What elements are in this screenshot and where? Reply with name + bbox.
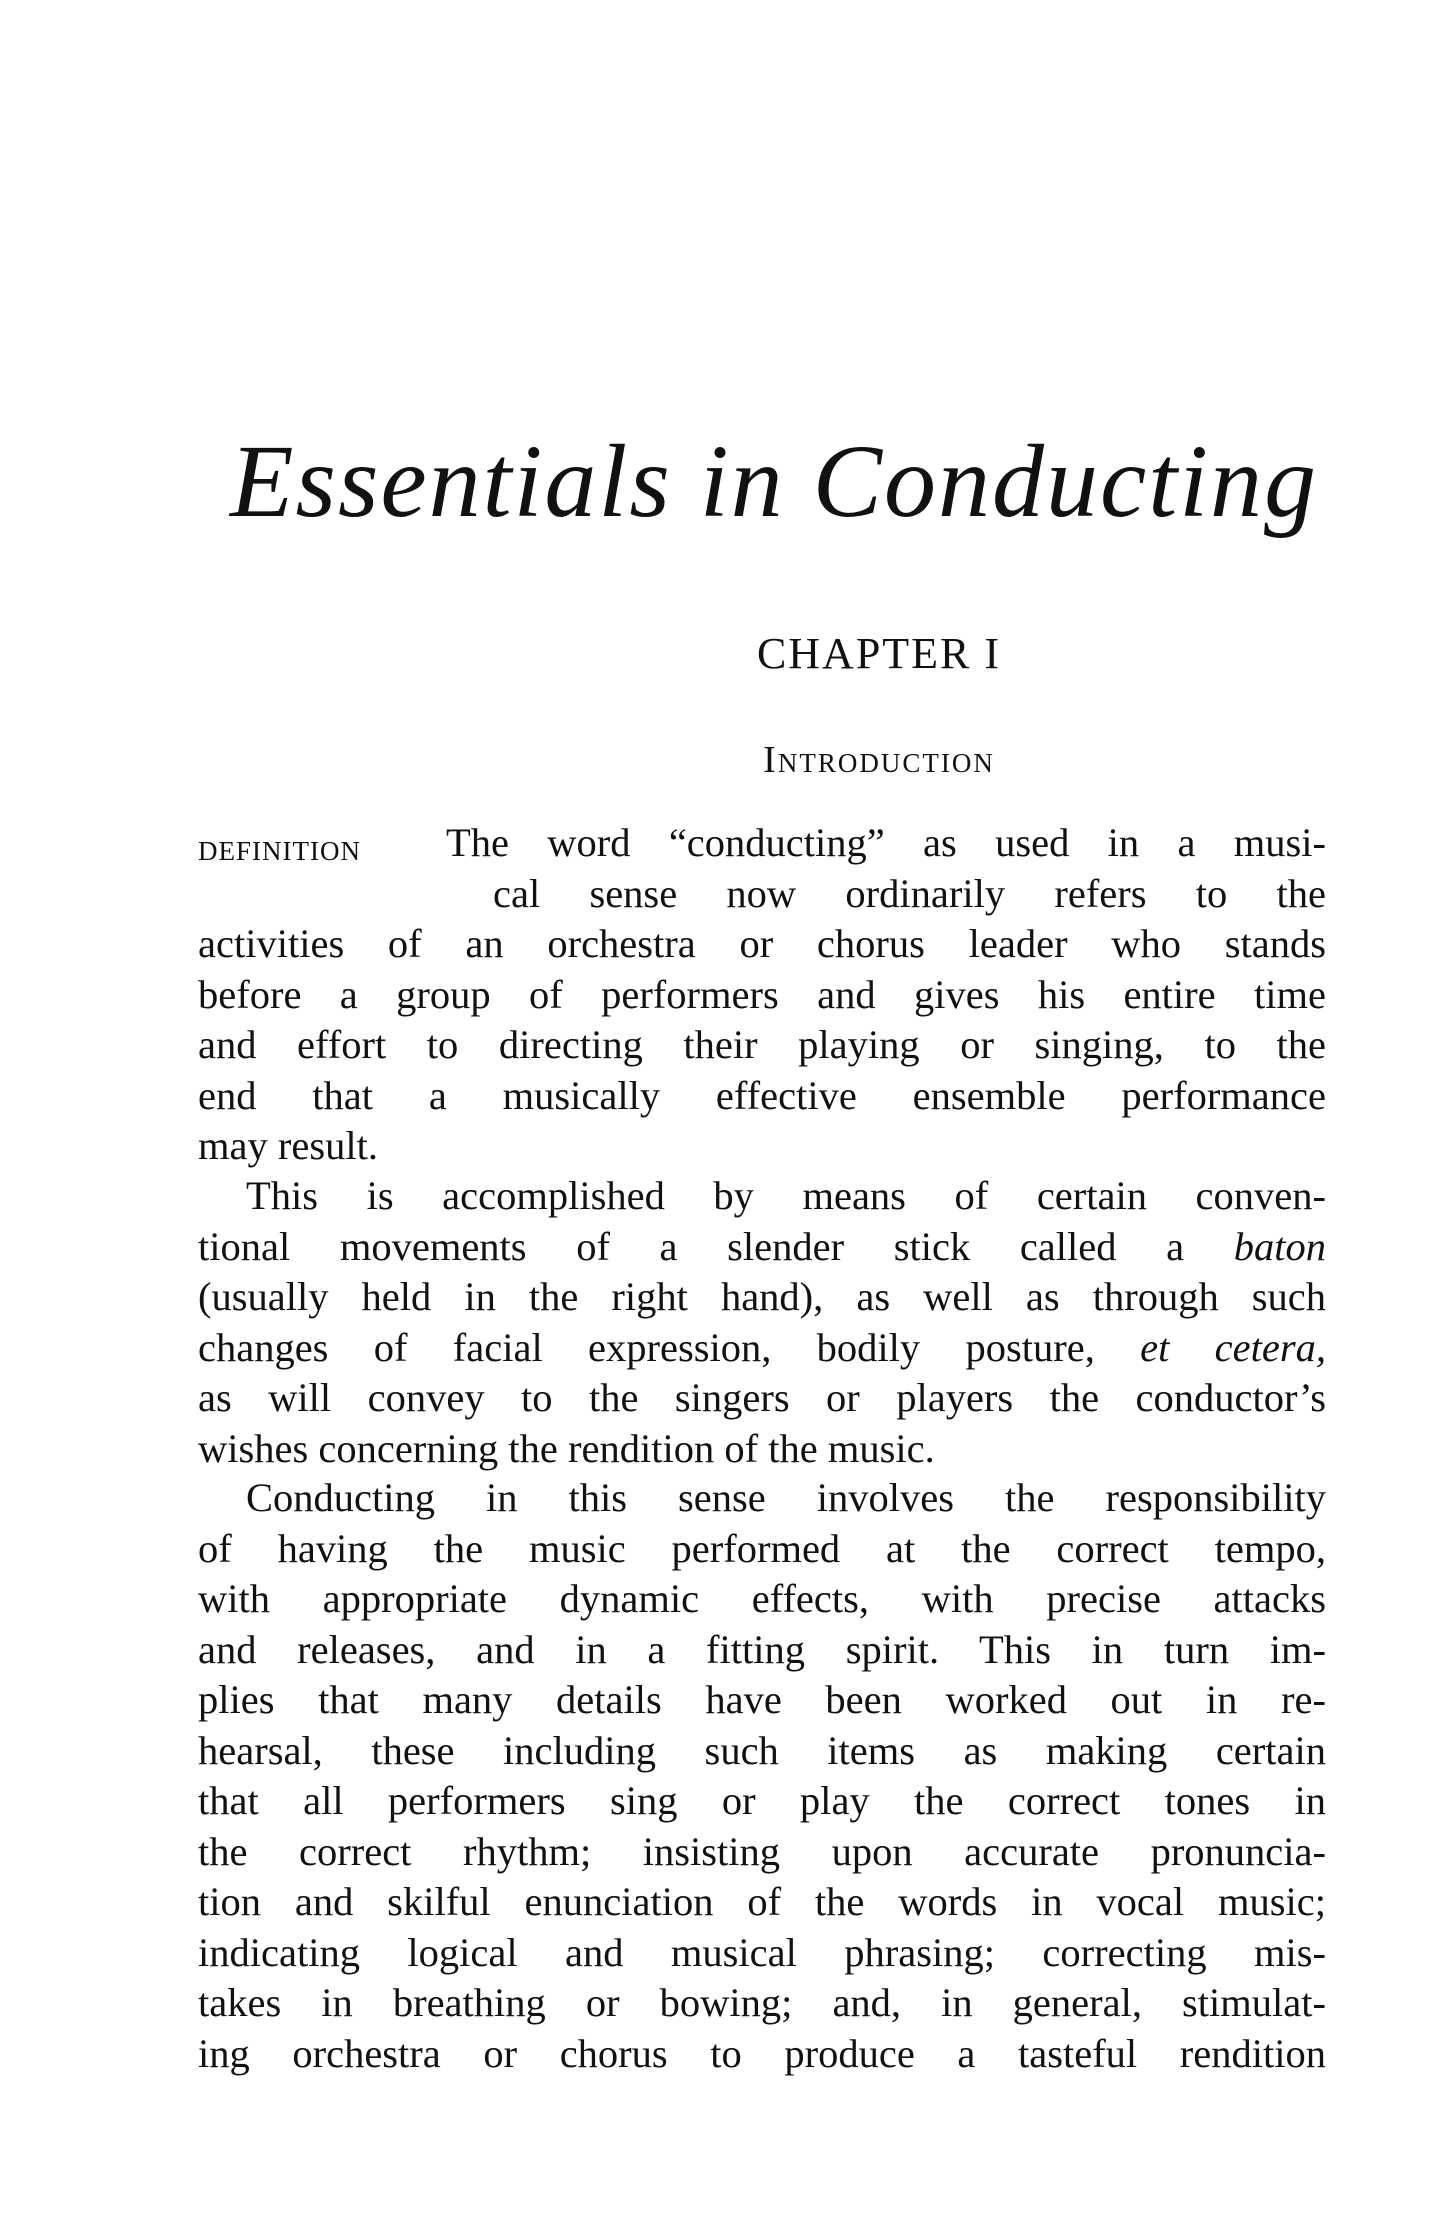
text-line: of having the music performed at the correct tempo, [198,1525,1326,1571]
book-title: Essentials in Conducting [230,424,1318,539]
text-line: before a group of performers and gives his entire time [198,971,1326,1017]
text-line: may result. [198,1123,378,1168]
text-line: Conducting in this sense involves the responsibility [246,1475,1326,1520]
paragraph-1 [198,919,1326,1172]
text-segment: changes of facial expression, bodily posture, [198,1324,1095,1370]
text-line: indicating logical and musical phrasing; correcting mis- [198,1929,1326,1975]
text-line: tion and skilful enunciation of the words in vocal music; [198,1879,1326,1924]
text-line: activities of an orchestra or chorus leader who stands [198,921,1326,966]
italic-term-baton: baton [1233,1223,1327,1269]
text-line: The word “conducting” as used in a musi- [446,820,1326,865]
text-line: hearsal, these including such items as making certain [198,1727,1326,1773]
text-line: ing orchestra or chorus to produce a tasteful rendition [198,2030,1326,2076]
text-line: cal sense now ordinarily refers to the [493,870,1326,916]
text-line: wishes concerning the rendition of the music. [198,1425,935,1471]
margin-label-definition: DEFINITION [198,836,361,866]
text-line: plies that many details have been worked out in re- [198,1677,1326,1722]
section-heading: Introduction [763,739,995,781]
text-segment: tional movements of a slender stick called a [198,1223,1185,1269]
paragraph-2 [198,1171,1326,1474]
text-line: that all performers sing or play the correct tones in [198,1778,1326,1823]
text-line: the correct rhythm; insisting upon accurate pronuncia- [198,1828,1326,1874]
text-line: takes in breathing or bowing; and, in general, stimulat- [198,1980,1326,2025]
paragraph-3 [198,1473,1326,2079]
text-line [198,1323,1326,1374]
text-line: end that a musically effective ensemble performance [198,1072,1326,1118]
italic-term-et-cetera: et cetera, [1140,1324,1326,1370]
text-line: and releases, and in a fitting spirit. This in turn im- [198,1626,1326,1672]
text-line: (usually held in the right hand), as well as through such [198,1274,1326,1319]
chapter-heading: CHAPTER I [756,629,1002,678]
text-line: as will convey to the singers or players the conductor’s [198,1375,1326,1420]
text-line: with appropriate dynamic effects, with precise attacks [198,1576,1326,1621]
text-line: This is accomplished by means of certain conven- [246,1173,1326,1218]
text-line: and effort to directing their playing or singing, to the [198,1022,1326,1067]
text-line [198,1222,1326,1273]
